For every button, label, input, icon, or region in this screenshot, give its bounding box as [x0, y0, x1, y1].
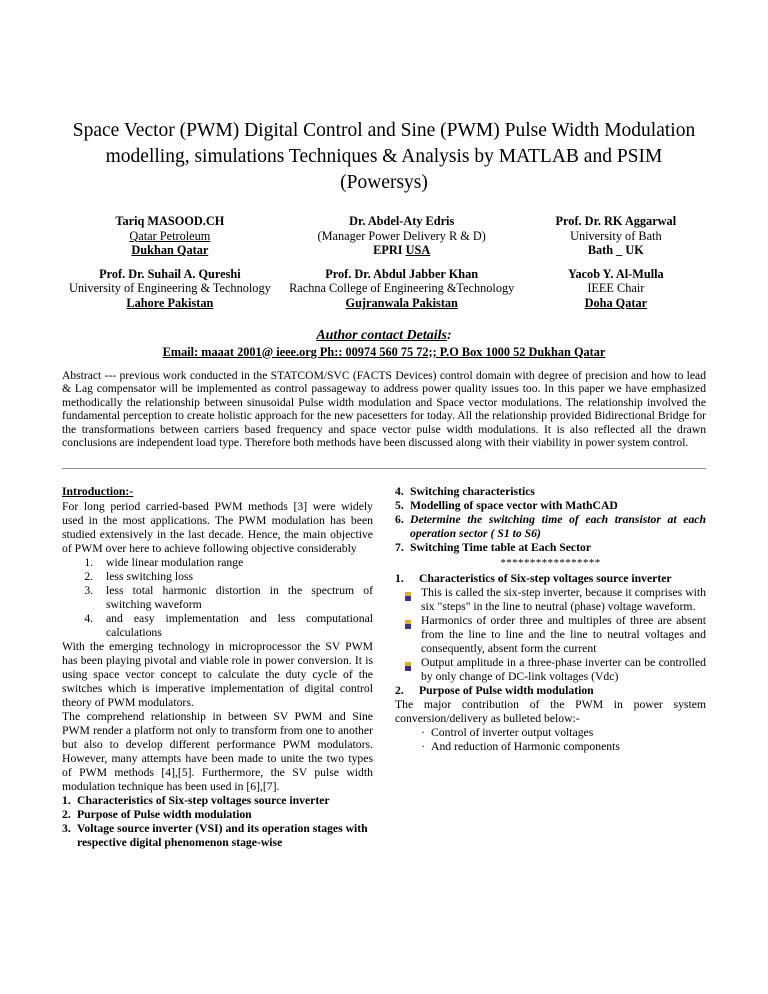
introduction-paragraph-3: The comprehend relationship in between SV PWM and Sine PWM render a platform not only to transform from one to another but also to develop different performance PWM modulators. However, many attempts have been made to unite the two types of PWM methods [4],[5]. Furthermore, the SV pulse width modulation technique has been used in [6],[7]. — [62, 709, 373, 793]
contents-item-number: 7. — [395, 540, 404, 554]
author-location: Lahore Pakistan — [126, 295, 214, 310]
contents-item — [395, 513, 706, 541]
contents-list-right — [395, 485, 706, 555]
contents-item — [395, 499, 706, 513]
author-row-2 — [62, 267, 706, 320]
contents-item-number: 3. — [62, 821, 71, 835]
contents-item-label: Modelling of space vector with MathCAD — [410, 498, 618, 512]
contents-item-label: Voltage source inverter (VSI) and its operation stages with respective digital phenomenon stage-wise — [77, 821, 368, 849]
section-divider — [62, 468, 706, 469]
flower-bullet-icon — [395, 656, 421, 684]
section-number: 1. — [395, 571, 404, 585]
author-name: Yacob Y. Al-Mulla — [567, 266, 664, 281]
contents-item-number: 6. — [395, 512, 404, 526]
list-item: 4. and easy implementation and less computational calculations — [96, 612, 373, 640]
objectives-list — [62, 556, 373, 640]
author-name: Dr. Abdel-Aty Edris — [349, 214, 455, 228]
list-item: 3. less total harmonic distortion in the spectrum of switching waveform — [96, 584, 373, 612]
contents-item-label: Purpose of Pulse width modulation — [77, 807, 252, 821]
author-entry — [62, 214, 278, 267]
contents-item-number: 2. — [62, 807, 71, 821]
author-location: Gujranwala Pakistan — [345, 295, 458, 310]
author-entry — [526, 267, 706, 320]
author-affiliation: (Manager Power Delivery R & D) — [317, 228, 486, 243]
contact-heading: Author contact Details — [316, 327, 447, 343]
contents-item-label: Characteristics of Six-step voltages source inverter — [77, 793, 330, 807]
contents-item — [395, 485, 706, 499]
introduction-paragraph-1: For long period carried-based PWM methods [3] were widely used in the most applications. The PWM modulation has been studied extensively in the last decade. Hence, the main objective of PWM over here to achieve following objective considerably — [62, 499, 373, 555]
author-affiliation: University of Bath — [570, 228, 662, 243]
contents-item — [395, 541, 706, 555]
author-affiliation: Rachna College of Engineering &Technology — [289, 281, 515, 296]
contact-heading-colon: : — [447, 327, 452, 343]
author-affiliation: Qatar Petroleum — [129, 228, 211, 243]
list-item — [395, 726, 706, 740]
author-affiliation: University of Engineering & Technology — [68, 281, 271, 296]
list-item-label: Output amplitude in a three-phase inverter can be controlled by only change of DC-link voltages (Vdc) — [421, 655, 706, 683]
contents-item — [62, 794, 373, 808]
author-location: Doha Qatar — [584, 295, 648, 310]
list-item: 2. less switching loss — [96, 570, 373, 584]
contents-list-left — [62, 794, 373, 850]
list-item-label: Harmonics of order three and multiples of three are absent from the line to line and the line to neutral voltages and consequently, absent form the current — [421, 613, 706, 655]
dot-bullet-icon: · — [421, 739, 425, 753]
author-entry — [278, 267, 526, 320]
list-item-label: This is called the six-step inverter, because it comprises with six "steps" in the line to neutral (phase) voltage waveform. — [421, 585, 706, 613]
list-item-label: Control of inverter output voltages — [431, 725, 594, 739]
left-column — [62, 485, 373, 850]
author-entry — [526, 214, 706, 267]
section2-paragraph: The major contribution of the PWM in power system conversion/delivery as bulleted below:- — [395, 697, 706, 725]
section-title: Characteristics of Six-step voltages source inverter — [419, 571, 672, 585]
contents-item-label: Determine the switching time of each transistor at each operation sector ( S1 to S6) — [410, 512, 706, 540]
star-separator: ***************** — [500, 556, 601, 569]
contents-item-number: 5. — [395, 498, 404, 512]
contents-item-label: Switching Time table at Each Sector — [410, 540, 592, 554]
list-item — [395, 614, 706, 656]
author-entry — [278, 214, 526, 267]
section1-bullets — [395, 586, 706, 684]
contents-item-number: 1. — [62, 793, 71, 807]
list-item — [395, 740, 706, 754]
author-entry — [62, 267, 278, 320]
introduction-paragraph-2: With the emerging technology in microprocessor the SV PWM has been playing pivotal and viable role in power conversion. It is using space vector concept to calculate the duty cycle of the switches which is imperative implementation of digital control theory of PWM modulators. — [62, 639, 373, 709]
page-title: Space Vector (PWM) Digital Control and Sine (PWM) Pulse Width Modulation modelling, simulations Techniques & Analysis by MATLAB and PSIM (Powersys) — [72, 120, 696, 193]
author-location-country: USA — [405, 243, 431, 258]
author-name: Tariq MASOOD.CH — [115, 214, 225, 228]
section-heading-1 — [395, 572, 706, 586]
author-affiliation: IEEE Chair — [587, 281, 645, 296]
list-item-label: And reduction of Harmonic components — [431, 739, 620, 753]
flower-bullet-icon — [395, 614, 421, 656]
author-contact-details — [62, 326, 706, 360]
contents-item — [62, 808, 373, 822]
list-item — [395, 586, 706, 614]
list-item — [395, 656, 706, 684]
right-column — [395, 485, 706, 850]
list-item: 1. wide linear modulation range — [96, 556, 373, 570]
dot-bullet-icon: · — [421, 725, 425, 739]
author-block — [62, 214, 706, 320]
author-location-prefix: EPRI — [373, 243, 406, 258]
body-columns — [62, 485, 706, 850]
flower-bullet-icon — [395, 586, 421, 614]
contents-item-label: Switching characteristics — [410, 484, 535, 498]
section-number: 2. — [395, 683, 404, 697]
contents-item — [62, 822, 373, 850]
author-name: Prof. Dr. Suhail A. Qureshi — [99, 266, 241, 281]
author-location: Bath _ UK — [587, 243, 644, 258]
author-name: Prof. Dr. RK Aggarwal — [555, 214, 677, 228]
author-row-1 — [62, 214, 706, 267]
introduction-heading: Introduction:- — [62, 484, 134, 498]
contents-item-number: 4. — [395, 484, 404, 498]
author-location — [280, 243, 524, 258]
abstract-text: Abstract --- previous work conducted in the STATCOM/SVC (FACTS Devices) control domain with degree of precision and how to lead & Lag compensator will be implemented as control passageway to address power quality issues too. In this paper we have emphasized methodically the relationship between sinusoidal Pulse width modulation and Space vector modulations. The relationship involved the fundamental perception to create holistic approach for the new pacesetters for today. All the relationship provided Bidirectional Bridge for the transformations between carriers based frequency and space vector pulse width modulations. It is also reflected all the drawn conclusions are independent load type. Therefore both methods have been discussed along with their viability in power system control. — [62, 368, 706, 450]
author-name: Prof. Dr. Abdul Jabber Khan — [325, 266, 479, 281]
section-title: Purpose of Pulse width modulation — [419, 683, 594, 697]
section2-bullets — [395, 726, 706, 754]
contact-line: Email: maaat 2001@ ieee.org Ph:: 00974 560 75 72;; P.O Box 1000 52 Dukhan Qatar — [162, 344, 606, 359]
author-location: Dukhan Qatar — [131, 243, 209, 258]
section-heading-2 — [395, 684, 706, 698]
